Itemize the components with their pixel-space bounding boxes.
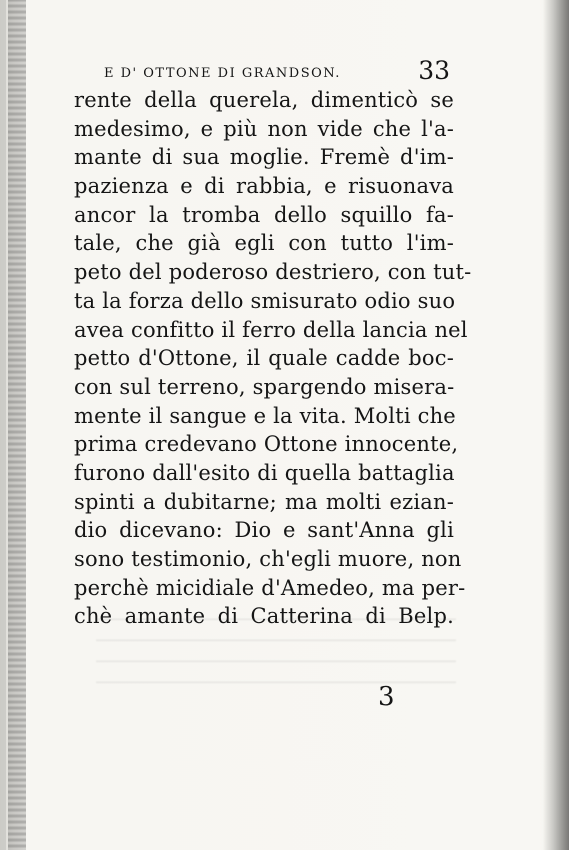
- text-line: prima credevano Ottone innocente,: [74, 432, 459, 457]
- page-number: 33: [418, 56, 450, 85]
- text-line: con sul terreno, spargendo misera-: [74, 374, 455, 399]
- signature-mark: 3: [378, 682, 395, 712]
- text-line: tale, che già egli con tutto l'im-: [74, 231, 454, 256]
- text-line: dio dicevano: Dio e sant'Anna gli: [74, 518, 454, 543]
- page-right-edge-shadow: [543, 0, 569, 850]
- page-binding-edge: [0, 0, 6, 850]
- text-line: mente il sangue e la vita. Molti che: [74, 403, 456, 428]
- text-line: ancor la tromba dello squillo fa-: [74, 202, 454, 227]
- text-line: peto del poderoso destriero, con tut-: [74, 260, 472, 285]
- text-line: rente della querela, dimenticò se: [74, 88, 454, 112]
- text-line: furono dall'esito di quella battaglia: [74, 460, 455, 485]
- text-line: sono testimonio, ch'egli muore, non: [74, 547, 462, 571]
- body-text: [74, 86, 472, 631]
- text-line: pazienza e di rabbia, e risuonava: [74, 174, 454, 199]
- text-line: petto d'Ottone, il quale cadde boc-: [74, 346, 454, 371]
- page-gutter-shadow: [8, 0, 26, 850]
- show-through-bleed: [96, 600, 456, 700]
- text-line: avea confitto il ferro della lancia nel: [74, 317, 468, 342]
- text-line: medesimo, e più non vide che l'a-: [74, 116, 454, 141]
- running-title: E D' OTTONE DI GRANDSON.: [104, 66, 341, 81]
- text-line: spinti a dubitarne; ma molti ezian-: [74, 489, 454, 514]
- running-header: [104, 56, 450, 90]
- text-line: chè amante di Catterina di Belp.: [74, 604, 454, 629]
- text-line: ta la forza dello smisurato odio suo: [74, 288, 456, 313]
- text-line: perchè micidiale d'Amedeo, ma per-: [74, 575, 466, 600]
- text-line: mante di sua moglie. Fremè d'im-: [74, 145, 454, 170]
